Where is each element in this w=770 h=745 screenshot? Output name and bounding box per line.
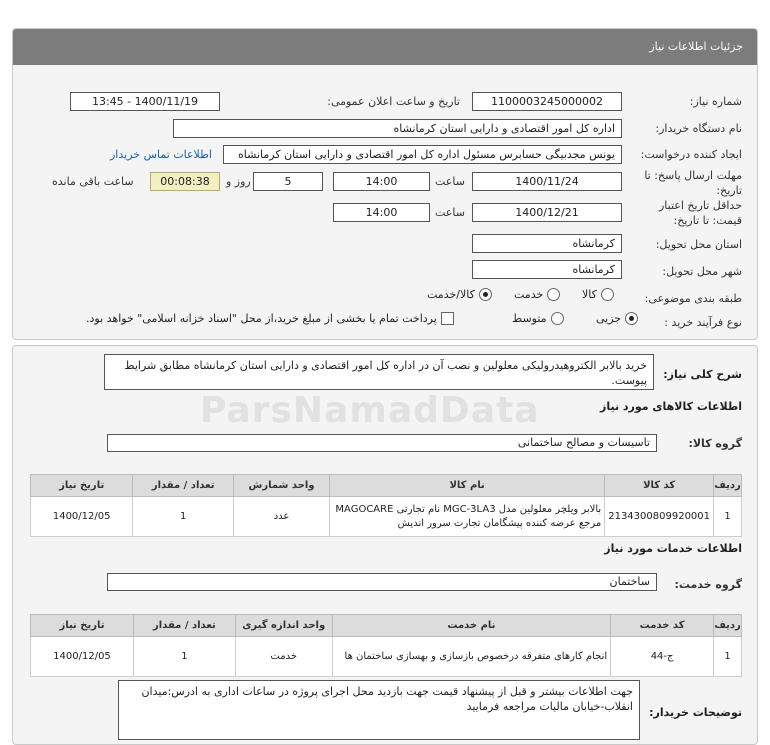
goods-table-header	[31, 475, 742, 497]
need-number-field[interactable]: 1100003245000002	[472, 92, 622, 111]
reply-date-field[interactable]: 1400/11/24	[472, 172, 622, 191]
radio-icon[interactable]	[551, 312, 564, 325]
remaining-label: ساعت باقی مانده	[52, 175, 134, 188]
purchase-option-medium[interactable]: متوسط	[512, 312, 564, 325]
buyer-org-label: نام دستگاه خریدار:	[655, 122, 742, 135]
col-header: ردیف	[714, 615, 742, 637]
col-header: تاریخ نیاز	[31, 615, 134, 637]
payment-note-text: پرداخت تمام یا بخشی از مبلغ خرید،از محل "اسناد خزانه اسلامی" خواهد بود.	[86, 312, 437, 325]
panel-header	[13, 29, 757, 65]
creator-label: ایجاد کننده درخواست:	[640, 148, 742, 161]
watermark-text: ParsNamadData	[200, 390, 540, 431]
radio-icon[interactable]	[601, 288, 614, 301]
buyer-notes-text: جهت اطلاعات بیشتر و قبل از پیشنهاد قیمت جهت بازدید محل اجرای پروژه در ساعات اداری به ادرس:میدان انقلاب-خیابان مالیات مراجعه فرمایید	[118, 680, 640, 740]
summary-label: شرح کلی نیاز:	[663, 368, 742, 381]
goods-section-title: اطلاعات کالاهای مورد نیاز	[600, 400, 742, 413]
cell-row-number: 1	[714, 637, 742, 677]
cell-service-name: انجام کارهای متفرقه درخصوص بازسازی و بهسازی ساختمان ها	[332, 637, 611, 677]
remaining-time-field: 00:08:38	[150, 172, 220, 191]
city-label: شهر محل تحویل:	[662, 265, 742, 278]
buyer-contact-link[interactable]: اطلاعات تماس خریدار	[110, 148, 212, 161]
service-group-label: گروه خدمت:	[674, 578, 742, 591]
goods-group-label: گروه کالا:	[688, 437, 742, 450]
col-header: تعداد / مقدار	[133, 475, 234, 497]
col-header: ردیف	[714, 475, 742, 497]
category-option-service[interactable]: خدمت	[514, 288, 560, 301]
province-field[interactable]: کرمانشاه	[472, 234, 622, 253]
cell-unit: خدمت	[235, 637, 332, 677]
services-section-title: اطلاعات خدمات مورد نیاز	[604, 542, 742, 555]
radio-selected-icon[interactable]	[625, 312, 638, 325]
validity-date-field[interactable]: 1400/12/21	[472, 203, 622, 222]
col-header: واحد اندازه گیری	[235, 615, 332, 637]
buyer-notes-label: توضیحات خریدار:	[649, 706, 742, 719]
col-header: کد خدمت	[611, 615, 714, 637]
days-label: روز و	[226, 175, 251, 188]
need-number-label: شماره نیاز:	[689, 95, 742, 108]
payment-note-option[interactable]	[86, 312, 454, 325]
checkbox-icon[interactable]	[441, 312, 454, 325]
reply-time-label: ساعت	[435, 175, 465, 188]
reply-time-field[interactable]: 14:00	[333, 172, 430, 191]
col-header: کد کالا	[605, 475, 714, 497]
table-row[interactable]	[31, 637, 742, 677]
col-header: نام کالا	[330, 475, 605, 497]
category-option-goods[interactable]: کالا	[582, 288, 614, 301]
cell-service-code: ج-44	[611, 637, 714, 677]
days-field[interactable]: 5	[253, 172, 323, 191]
purchase-option-minor[interactable]: جزیی	[596, 312, 638, 325]
col-header: تعداد / مقدار	[133, 615, 235, 637]
summary-text: خرید بالابر الکتروهیدرولیکی معلولین و نصب آن در اداره کل امور اقتصادی و دارایی استان کرمانشاه مطابق شرایط پیوست.	[104, 354, 654, 390]
cell-need-date: 1400/12/05	[31, 637, 134, 677]
col-header: تاریخ نیاز	[31, 475, 133, 497]
goods-table	[30, 474, 742, 537]
price-validity-label: حداقل تاریخ اعتبار قیمت: تا تاریخ:	[658, 199, 742, 227]
radio-icon[interactable]	[547, 288, 560, 301]
announce-field[interactable]: 1400/11/19 - 13:45	[70, 92, 220, 111]
announce-label: تاریخ و ساعت اعلان عمومی:	[327, 95, 460, 108]
col-header: واحد شمارش	[234, 475, 330, 497]
category-label: طبقه بندی موضوعی:	[644, 292, 742, 305]
validity-time-field[interactable]: 14:00	[333, 203, 430, 222]
cell-quantity: 1	[133, 497, 234, 537]
reply-deadline-label: مهلت ارسال پاسخ: تا تاریخ:	[644, 169, 742, 197]
category-option-goods-service[interactable]: کالا/خدمت	[427, 288, 492, 301]
radio-selected-icon[interactable]	[479, 288, 492, 301]
province-label: استان محل تحویل:	[655, 238, 742, 251]
goods-group-field[interactable]: تاسیسات و مصالح ساختمانی	[107, 434, 657, 452]
buyer-org-field[interactable]: اداره کل امور اقتصادی و دارایی استان کرمانشاه	[173, 119, 622, 138]
col-header: نام خدمت	[332, 615, 611, 637]
table-row[interactable]	[31, 497, 742, 537]
cell-goods-name: بالابر ویلچر معلولین مدل MGC-3LA3 نام تجارتی MAGOCARE مرجع عرضه کننده پیشگامان تجارت سرور اندیش	[330, 497, 605, 537]
panel-title: جزئیات اطلاعات نیاز	[649, 40, 743, 53]
purchase-type-label: نوع فرآیند خرید :	[664, 316, 742, 329]
services-table	[30, 614, 742, 677]
cell-quantity: 1	[133, 637, 235, 677]
cell-unit: عدد	[234, 497, 330, 537]
cell-need-date: 1400/12/05	[31, 497, 133, 537]
creator-field[interactable]: یونس مجدبیگی حسابرس مسئول اداره کل امور اقتصادی و دارایی استان کرمانشاه	[223, 145, 622, 164]
services-table-header	[31, 615, 742, 637]
cell-row-number: 1	[714, 497, 742, 537]
validity-time-label: ساعت	[435, 206, 465, 219]
service-group-field[interactable]: ساختمان	[107, 573, 657, 591]
cell-goods-code: 2134300809920001	[605, 497, 714, 537]
city-field[interactable]: کرمانشاه	[472, 260, 622, 279]
